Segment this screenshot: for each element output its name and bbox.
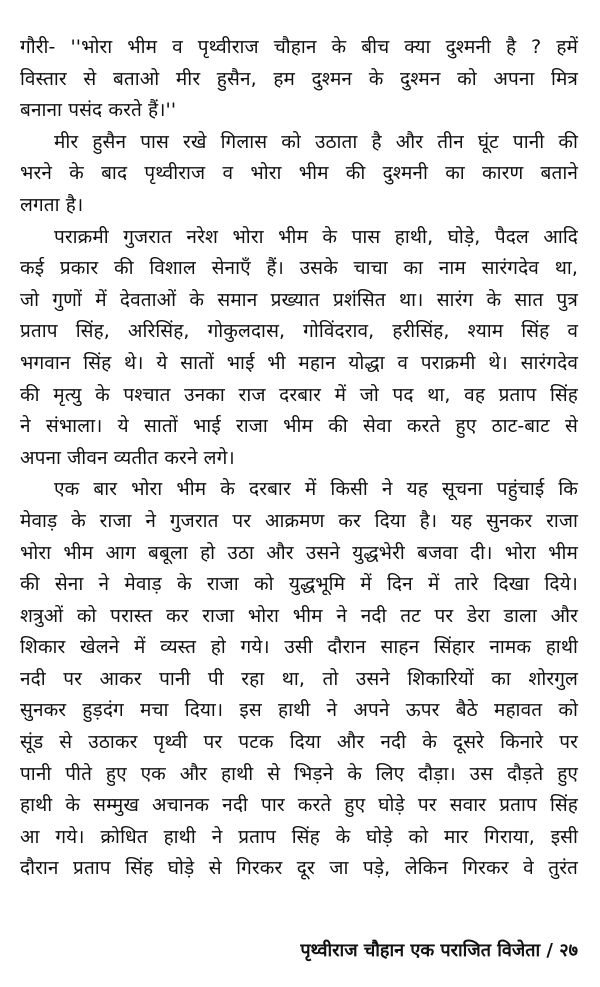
text-line: भरने के बाद पृथ्वीराज व भोरा भीम की दुश्मनी का कारण बताने	[20, 162, 579, 185]
text-line: मीर हुसैन पास रखे गिलास को उठाता है और तीन घूंट पानी की	[54, 130, 578, 153]
text-line: की मृत्यु के पश्चात उनका राज दरबार में जो पद था, वह प्रताप सिंह	[20, 383, 578, 406]
text-line: मेवाड़ के राजा ने गुजरात पर आक्रमण कर दिया है। यह सुनकर राजा	[20, 509, 578, 532]
page-footer: पृथ्वीराज चौहान एक पराजित विजेता / २७	[300, 940, 578, 961]
text-line: पराक्रमी गुजरात नरेश भोरा भीम के पास हाथी, घोड़े, पैदल आदि	[54, 225, 578, 248]
text-line: पानी पीते हुए एक और हाथी से भिड़ने के लिए दौड़ा। उस दौड़ते हुए	[20, 762, 578, 785]
text-line: प्रताप सिंह, अरिसिंह, गोकुलदास, गोविंदराव, हरीसिंह, श्याम सिंह व	[20, 320, 578, 343]
text-line: की सेना ने मेवाड़ के राजा को युद्धभूमि में दिन में तारे दिखा दिये।	[20, 573, 578, 596]
text-line: लगता है।	[20, 193, 84, 216]
text-line: भगवान सिंह थे। ये सातों भाई भी महान योद्धा व पराक्रमी थे। सारंगदेव	[20, 351, 578, 374]
page-body-text	[20, 32, 578, 885]
text-line: शत्रुओं को परास्त कर राजा भोरा भीम ने नदी तट पर डेरा डाला और	[20, 604, 578, 627]
text-line: भोरा भीम आग बबूला हो उठा और उसने युद्धभेरी बजवा दी। भोरा भीम	[20, 541, 578, 564]
text-line: दौरान प्रताप सिंह घोड़े से गिरकर दूर जा पड़े, लेकिन गिरकर वे तुरंत	[20, 857, 578, 880]
text-line: बनाना पसंद करते हैं।''	[20, 99, 177, 122]
text-line: ने संभाला। ये सातों भाई राजा भीम की सेवा करते हुए ठाट-बाट से	[20, 415, 578, 438]
text-line: गौरी- ''भोरा भीम व पृथ्वीराज चौहान के बीच क्या दुश्मनी है ? हमें	[20, 36, 578, 58]
text-line: विस्तार से बताओ मीर हुसैन, हम दुश्मन के दुश्मन को अपना मित्र	[20, 67, 578, 90]
text-line: जो गुणों में देवताओं के समान प्रख्यात प्रशंसित था। सारंग के सात पुत्र	[20, 288, 578, 311]
text-line: सूंड से उठाकर पृथ्वी पर पटक दिया और नदी के दूसरे किनारे पर	[20, 731, 578, 754]
text-line: नदी पर आकर पानी पी रहा था, तो उसने शिकारियों का शोरगुल	[20, 667, 578, 690]
text-line: आ गये। क्रोधित हाथी ने प्रताप सिंह के घोड़े को मार गिराया, इसी	[20, 825, 578, 848]
text-line: अपना जीवन व्यतीत करने लगे।	[20, 446, 235, 469]
text-line: शिकार खेलने में व्यस्त हो गये। उसी दौरान साहन सिंहार नामक हाथी	[20, 636, 578, 659]
text-line: एक बार भोरा भीम के दरबार में किसी ने यह सूचना पहुंचाई कि	[54, 478, 578, 501]
text-line: सुनकर हुड़दंग मचा दिया। इस हाथी ने अपने ऊपर बैठे महावत को	[20, 699, 578, 722]
text-line: हाथी के सम्मुख अचानक नदी पार करते हुए घोड़े पर सवार प्रताप सिंह	[20, 794, 578, 817]
text-line: कई प्रकार की विशाल सेनाएँ हैं। उसके चाचा का नाम सारंगदेव था,	[20, 257, 578, 280]
